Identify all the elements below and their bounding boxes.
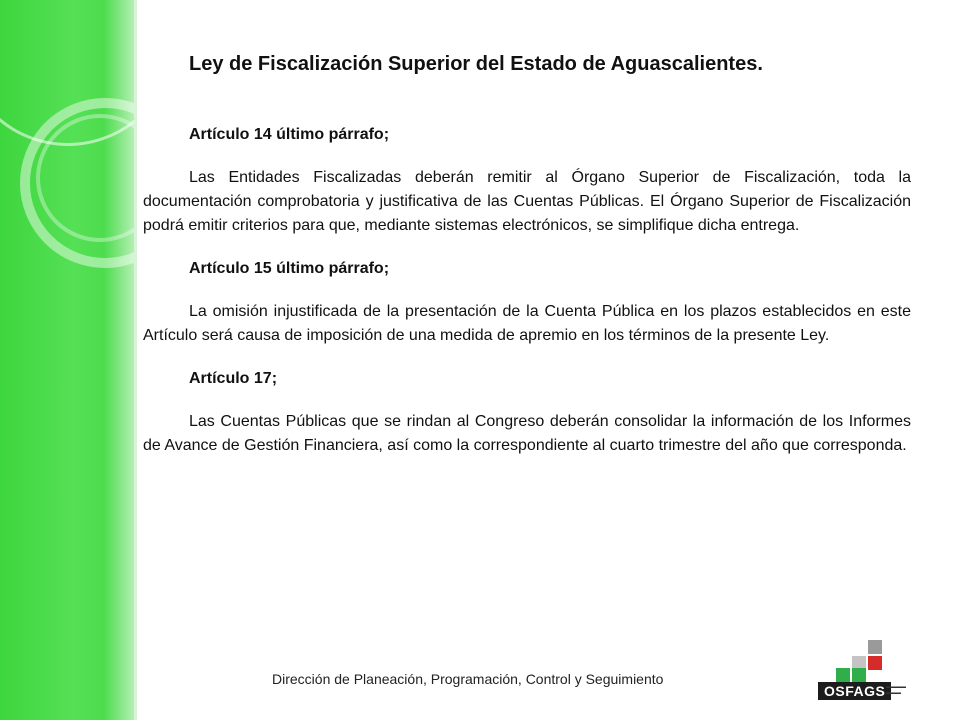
logo-square — [852, 668, 866, 682]
logo-square — [836, 668, 850, 682]
article-heading: Artículo 14 último párrafo; — [189, 126, 390, 143]
logo-square — [868, 640, 882, 654]
decorative-band — [104, 0, 134, 720]
article-heading: Artículo 15 último párrafo; — [189, 260, 390, 277]
article-text: Las Entidades Fiscalizadas deberán remitir al Órgano Superior de Fiscalización, toda la documentación comprobatoria y justificativa de las Cuentas Públicas. El Órgano Superior de Fiscalización podrá emitir criterios para que, mediante sistemas electrónicos, se simplifique dicha entrega. — [143, 169, 911, 234]
decorative-side-panel — [0, 0, 134, 720]
logo-wordmark: OSFAGS — [818, 682, 891, 700]
article-text: Las Cuentas Públicas que se rindan al Congreso deberán consolidar la información de los Informes de Avance de Gestión Financiera, así como la correspondiente al cuarto trimestre del año que corresponda. — [143, 413, 911, 454]
footer-department: Dirección de Planeación, Programación, Control y Seguimiento — [272, 671, 664, 687]
article-heading: Artículo 17; — [189, 370, 278, 387]
article-text: La omisión injustificada de la presentación de la Cuenta Pública en los plazos establecidos en este Artículo será causa de imposición de una medida de apremio en los términos de la presente Ley. — [143, 303, 911, 344]
panel-divider — [134, 0, 137, 720]
slide-content — [143, 50, 911, 478]
logo-square — [868, 656, 882, 670]
slide-title: Ley de Fiscalización Superior del Estado de Aguascalientes. — [189, 53, 763, 75]
logo-subtext: ▬▬▬▬ ▬▬▬ — [886, 684, 906, 696]
